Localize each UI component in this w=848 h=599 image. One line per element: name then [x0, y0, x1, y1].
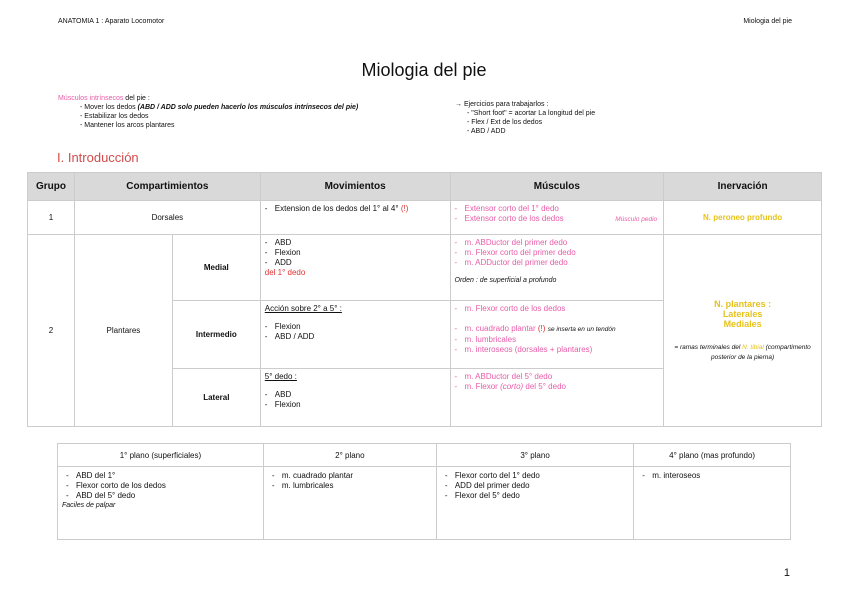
mus-item: - m. ADDuctor del primer dedo: [455, 258, 660, 268]
section-heading: I. Introducción: [57, 150, 139, 165]
exercise-item: - "Short foot" = acortar La longitud del pie: [467, 109, 595, 118]
inerv-plantares: [664, 235, 822, 427]
mus-item: [455, 324, 660, 335]
inerv-item: Laterales: [722, 308, 763, 319]
mus-item: [455, 382, 660, 392]
planes-header-row: [58, 444, 791, 467]
table-row: [28, 201, 822, 235]
plane-item: - m. interoseos: [642, 471, 782, 481]
plane-item: - Flexor corto de los dedos: [66, 481, 255, 491]
mus-lateral: [450, 369, 664, 427]
grupo-2: 2: [28, 235, 75, 427]
exercise-item: - ABD / ADD: [467, 127, 595, 136]
header-left: ANATOMIA 1 : Aparato Locomotor: [58, 18, 165, 25]
plane-header: 3° plano: [436, 444, 633, 467]
plane-item: - ABD del 5° dedo: [66, 491, 255, 501]
table-row: [28, 235, 822, 301]
mus-item: - m. interoseos (dorsales + plantares): [455, 345, 660, 355]
plane-cell: [436, 467, 633, 540]
exercise-item: - Flex / Ext de los dedos: [467, 118, 595, 127]
muscle-table: [27, 172, 822, 427]
mov-item: [265, 204, 446, 214]
inerv-note-a: = ramas terminales del: [674, 343, 743, 351]
warn-mark: (!): [400, 204, 409, 213]
orden-note: Orden : de superficial a profundo: [454, 277, 557, 284]
mus-text: m. cuadrado plantar: [464, 324, 536, 333]
mus-note: se inserta en un tendón: [547, 326, 616, 333]
mus-text-a: m. Flexor: [464, 382, 501, 391]
header-right: Miologia del pie: [743, 18, 792, 25]
intro-lead-rest: del pie :: [123, 95, 150, 102]
plane-item: - Flexor corto del 1° dedo: [445, 471, 625, 481]
th-grupo: Grupo: [28, 173, 75, 201]
exercises-list: [455, 109, 595, 136]
plane-note: Faciles de palpar: [62, 502, 116, 509]
mov-item: - ABD / ADD: [265, 332, 446, 342]
plane-item: - Flexor del 5° dedo: [445, 491, 625, 501]
sub-intermedio: Intermedio: [172, 301, 260, 369]
intro-item-text: Mover los dedos (ABD / ADD solo pueden hacerlo los músculos intrínsecos del pie): [84, 104, 359, 111]
mov-extra: del 1° dedo: [264, 268, 306, 277]
page-title: Miologia del pie: [361, 60, 487, 80]
planes-table: [57, 443, 791, 540]
sub-medial: Medial: [172, 235, 260, 301]
mov-item: - ABD: [265, 238, 446, 248]
mus-item: - Extensor corto del 1° dedo: [455, 204, 660, 214]
plane-header: 1° plano (superficiales): [58, 444, 264, 467]
plane-cell: [58, 467, 264, 540]
lateral-title: 5° dedo :: [264, 372, 297, 381]
planes-row: [58, 467, 791, 540]
mus-item: - m. Flexor corto del primer dedo: [455, 248, 660, 258]
table-header-row: [28, 173, 822, 201]
plane-item: - ABD del 1°: [66, 471, 255, 481]
inerv-note-c: (compartimento posterior de la pierna): [710, 343, 811, 361]
mus-dorsales: [450, 201, 664, 235]
comp-plantares: Plantares: [74, 235, 172, 427]
mov-item: - ABD: [265, 390, 446, 400]
plane-cell: [263, 467, 436, 540]
warn-mark: (!): [537, 324, 546, 333]
intro-list: [58, 103, 358, 130]
inerv-note: [668, 343, 817, 363]
plane-cell: [634, 467, 791, 540]
mus-item: - m. Flexor corto de los dedos: [455, 304, 660, 314]
mus-item: - m. lumbricales: [455, 335, 660, 345]
mov-intermedio: [260, 301, 450, 369]
mov-medial: [260, 235, 450, 301]
intro: [58, 94, 358, 130]
inerv-note-b: N. tibial: [742, 343, 764, 351]
mus-item: - m. ABDuctor del 5° dedo: [455, 372, 660, 382]
plane-header: 4° plano (mas profundo): [634, 444, 791, 467]
th-movimientos: Movimientos: [260, 173, 450, 201]
mov-text: Extension de los dedos del 1° al 4°: [274, 204, 399, 213]
grupo-1: 1: [28, 201, 75, 235]
mus-text-c: del 5° dedo: [523, 382, 566, 391]
mus-item: - Extensor corto de los dedos: [455, 214, 660, 224]
mus-note: Músculo pedio: [615, 216, 658, 223]
intro-item: - Mantener los arcos plantares: [80, 121, 358, 130]
comp-dorsales: Dorsales: [74, 201, 260, 235]
mov-item: - Flexion: [265, 400, 446, 410]
accion-title: Acción sobre 2° a 5° :: [264, 304, 342, 313]
mov-dorsales: [260, 201, 450, 235]
mov-item: - Flexion: [265, 322, 446, 332]
mus-text-b: (corto): [500, 382, 524, 391]
inerv-title: N. plantares :: [714, 298, 772, 309]
mov-item: - ADD: [265, 258, 446, 268]
mov-item: - Flexion: [265, 248, 446, 258]
th-musculos: Músculos: [450, 173, 664, 201]
plane-header: 2° plano: [263, 444, 436, 467]
intro-item: - Estabilizar los dedos: [80, 112, 358, 121]
inerv-item: Mediales: [723, 318, 762, 329]
exercises-title: → Ejercicios para trabajarlos :: [455, 101, 549, 108]
mov-lateral: [260, 369, 450, 427]
plane-item: - m. lumbricales: [272, 481, 428, 491]
plane-item: - m. cuadrado plantar: [272, 471, 428, 481]
sub-lateral: Lateral: [172, 369, 260, 427]
th-inervacion: Inervación: [664, 173, 822, 201]
intro-item: [80, 103, 358, 112]
plane-item: - ADD del primer dedo: [445, 481, 625, 491]
mus-intermedio: [450, 301, 664, 369]
mus-medial: [450, 235, 664, 301]
intro-lead: Músculos intrínsecos: [58, 95, 124, 102]
exercises: [455, 100, 595, 136]
mus-item: - m. ABDuctor del primer dedo: [455, 238, 660, 248]
inerv-dorsales: N. peroneo profundo: [664, 201, 822, 235]
page-number: 1: [783, 567, 790, 579]
th-compartimientos: Compartimientos: [74, 173, 260, 201]
